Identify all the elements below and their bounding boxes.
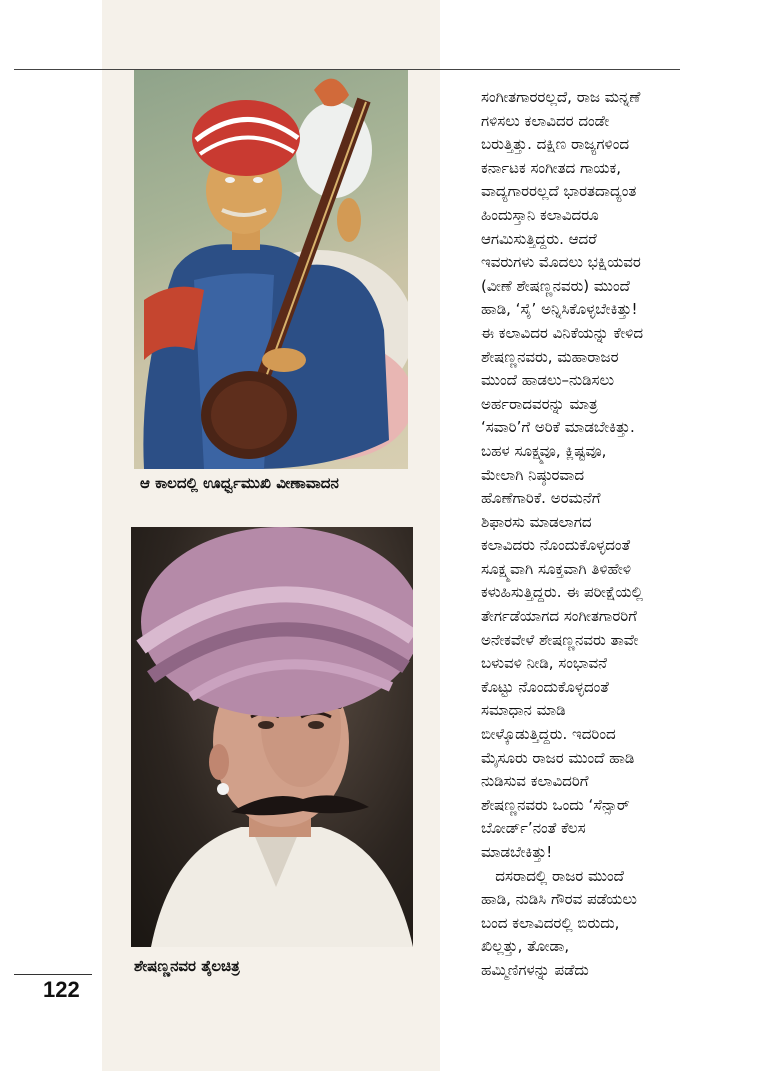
body-line: ನುಡಿಸುವ ಕಲಾವಿದರಿಗೆ <box>481 772 589 791</box>
body-line: ಸಮಾಧಾನ ಮಾಡಿ <box>481 701 566 720</box>
body-line: ‘ಸವಾರಿ’ಗೆ ಅರಿಕೆ ಮಾಡಬೇಕಿತ್ತು. <box>481 418 635 437</box>
body-line: ಬರುತ್ತಿತ್ತು. ದಕ್ಷಿಣ ರಾಜ್ಯಗಳಿಂದ <box>481 135 630 154</box>
body-line: ಅರ್ಹರಾದವರನ್ನು ಮಾತ್ರ <box>481 394 598 413</box>
body-line: ಕಲಾವಿದರು ನೊಂದುಕೊಳ್ಳದಂತೆ <box>481 536 631 555</box>
body-line: ಹಮ್ಮಿಣಿಗಳನ್ನು ಪಡೆದು <box>481 960 589 979</box>
page-number-rule <box>14 974 92 975</box>
page-number: 122 <box>43 977 80 1002</box>
body-line: ಮಾಡಬೇಕಿತ್ತು! <box>481 843 553 861</box>
body-line: ಹಾಡಿ, ‘ಸೈ’ ಅನ್ನಿಸಿಕೊಳ್ಳಬೇಕಿತ್ತು! <box>481 300 638 319</box>
body-line: ವಾದ್ಯಗಾರರಲ್ಲದೆ ಭಾರತದಾದ್ಯಂತ <box>481 182 637 201</box>
body-line: ಬಹಳ ಸೂಕ್ಷ್ಮವೂ, ಕ್ಲಿಷ್ಟವೂ, <box>481 441 607 460</box>
body-line: ಶೇಷಣ್ಣನವರು ಒಂದು ‘ಸೆನ್ಸಾರ್ <box>481 795 630 814</box>
article-body <box>481 86 711 983</box>
body-line: ಇವರುಗಳು ಮೊದಲು ಭಕ್ಷಿಯವರ <box>481 253 641 272</box>
body-line: ಕೊಟ್ಟು ನೊಂದುಕೊಳ್ಳದಂತೆ <box>481 677 609 696</box>
body-line: ಹಾಡಿ, ನುಡಿಸಿ ಗೌರವ ಪಡೆಯಲು <box>481 890 637 909</box>
body-line: ಮೇಲಾಗಿ ನಿಷ್ಠುರವಾದ <box>481 465 585 484</box>
body-line: ದಸರಾದಲ್ಲಿ ರಾಜರ ಮುಂದೆ <box>481 866 624 885</box>
body-line: ಸಂಗೀತಗಾರರಲ್ಲದೆ, ರಾಜ ಮನ್ನಣೆ <box>481 88 641 106</box>
body-line: ಮುಂದೆ ಹಾಡಲು–ನುಡಿಸಲು <box>481 371 614 390</box>
body-line: ಕಳುಹಿಸುತ್ತಿದ್ದರು. ಈ ಪರೀಕ್ಷೆಯಲ್ಲಿ <box>481 583 643 602</box>
body-line: ಬೀಳ್ಕೊಡುತ್ತಿದ್ದರು. ಇದರಿಂದ <box>481 725 616 744</box>
body-line: ಬಳುವಳಿ ನೀಡಿ, ಸಂಭಾವನೆ <box>481 654 608 673</box>
sheshanna-portrait-illustration <box>131 527 413 947</box>
body-line: ಬೋರ್ಡ್’ನಂತೆ ಕೆಲಸ <box>481 819 586 838</box>
body-line: ಈ ಕಲಾವಿದರ ವಿನಿಕೆಯನ್ನು ಕೇಳಿದ <box>481 323 644 342</box>
body-line: ಹೊಣೆಗಾರಿಕೆ. ಅರಮನೆಗೆ <box>481 489 601 508</box>
body-line: ಬಂದ ಕಲಾವಿದರಲ್ಲಿ ಬಿರುದು, <box>481 913 620 932</box>
body-line: ಆಗಮಿಸುತ್ತಿದ್ದರು. ಆದರೆ <box>481 229 597 248</box>
body-line: ಹಿಂದುಸ್ತಾನಿ ಕಲಾವಿದರೂ <box>481 205 599 224</box>
body-line: ಮೈಸೂರು ರಾಜರ ಮುಂದೆ ಹಾಡಿ <box>481 748 635 767</box>
body-line: ಖಿಲ್ಲತ್ತು, ತೋಡಾ, <box>481 937 570 956</box>
body-line: ಸೂಕ್ಷ್ಮವಾಗಿ ಸೂಕ್ತವಾಗಿ ತಿಳಿಹೇಳಿ <box>481 559 632 578</box>
veena-player-illustration <box>134 70 408 469</box>
portrait-painting-caption: ಶೇಷಣ್ಣನವರ ತೈಲಚಿತ್ರ <box>134 957 240 975</box>
body-line: ಕರ್ನಾಟಕ ಸಂಗೀತದ ಗಾಯಕ, <box>481 158 622 177</box>
body-line: (ವೀಣೆ ಶೇಷಣ್ಣನವರು) ಮುಂದೆ <box>481 276 630 295</box>
body-line: ಶಿಫಾರಸು ಮಾಡಲಾಗದ <box>481 512 592 531</box>
body-line: ಅನೇಕವೇಳೆ ಶೇಷಣ್ಣನವರು ತಾವೇ <box>481 630 639 649</box>
veena-painting-caption: ಆ ಕಾಲದಲ್ಲಿ ಊರ್ಧ್ವಮುಖಿ ವೀಣಾವಾದನ <box>140 474 339 492</box>
body-line: ಶೇಷಣ್ಣನವರು, ಮಹಾರಾಜರ <box>481 347 619 366</box>
veena-player-painting <box>134 70 408 469</box>
sheshanna-portrait-painting <box>131 527 413 947</box>
body-line: ತೇರ್ಗಡೆಯಾಗದ ಸಂಗೀತಗಾರರಿಗೆ <box>481 607 637 626</box>
body-line: ಗಳಿಸಲು ಕಲಾವಿದರ ದಂಡೇ <box>481 111 610 130</box>
